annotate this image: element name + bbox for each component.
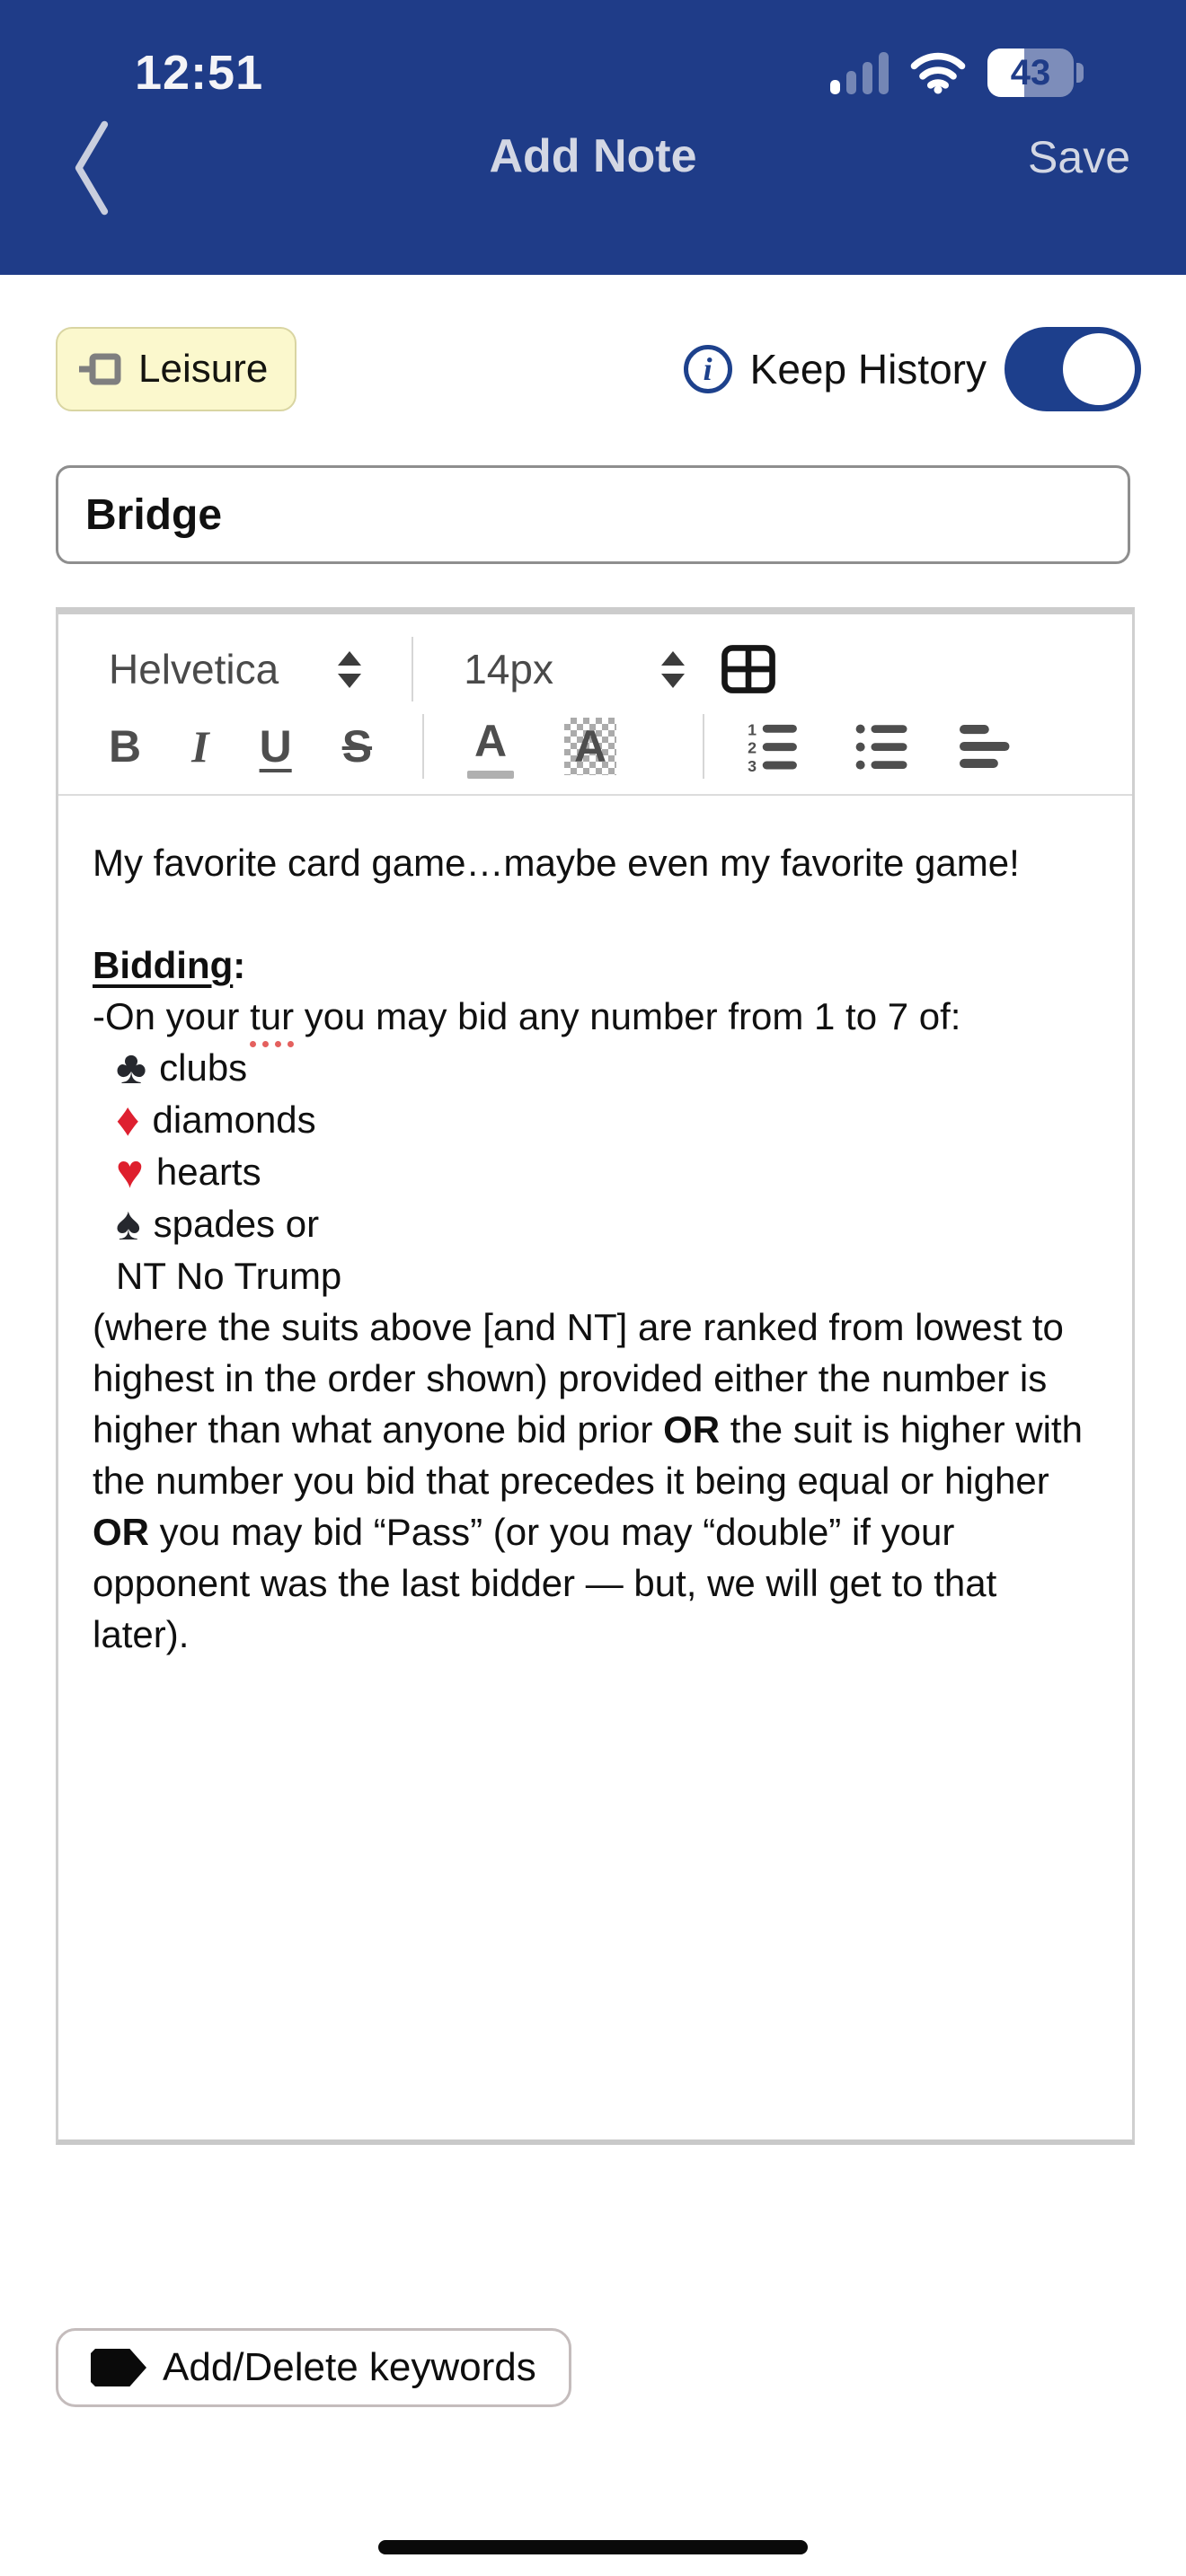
bold-icon: B xyxy=(109,721,142,772)
save-button[interactable]: Save xyxy=(1028,132,1130,182)
status-bar xyxy=(0,0,1186,106)
ordered-list-button[interactable] xyxy=(748,721,805,772)
divider xyxy=(703,714,704,779)
text-color-icon: A xyxy=(467,715,514,779)
spade-suit-icon: ♠ xyxy=(116,1198,141,1250)
keep-history-label: Keep History xyxy=(749,346,987,393)
battery-nub xyxy=(1076,63,1084,83)
rules-paragraph: (where the suits above [and NT] are ranked from lowest to highest in the order shown) provided either the number is higher than what anyone bid prior OR the suit is higher with the number you bid that precedes it being equal or higher OR you may bid “Pass” (or you may “double” if your opponent was the last bidder — but, we will get to that later). xyxy=(93,1306,1083,1655)
wifi-icon xyxy=(910,51,966,94)
intro-line: My favorite card game…maybe even my favorite game! xyxy=(93,842,1020,884)
status-time: 12:51 xyxy=(135,46,264,100)
editor-toolbar xyxy=(58,614,1132,796)
cellular-signal-icon xyxy=(830,51,889,94)
heart-suit-icon: ♥ xyxy=(116,1146,144,1198)
keywords-button-label: Add/Delete keywords xyxy=(163,2345,536,2389)
note-title-input[interactable] xyxy=(56,465,1130,564)
toggle-knob xyxy=(1063,333,1135,405)
blank-line xyxy=(93,888,1098,940)
font-size-stepper-icon[interactable] xyxy=(661,651,685,688)
align-button[interactable] xyxy=(960,721,1012,772)
bullet-list-button[interactable] xyxy=(855,721,909,772)
status-icons xyxy=(830,49,1084,97)
highlight-color-icon: A xyxy=(564,718,616,775)
home-indicator[interactable] xyxy=(378,2540,808,2554)
ordered-list-icon xyxy=(748,721,805,772)
underline-icon: U xyxy=(259,721,292,772)
strikethrough-icon: S xyxy=(341,721,373,772)
italic-button[interactable] xyxy=(191,720,208,772)
font-family-stepper-icon[interactable] xyxy=(338,651,361,688)
text-color-button[interactable] xyxy=(467,715,514,779)
diamond-suit-icon: ♦ xyxy=(116,1094,140,1146)
note-editor xyxy=(56,607,1135,2145)
editor-content[interactable] xyxy=(58,796,1132,2139)
header xyxy=(0,0,1186,275)
add-delete-keywords-button[interactable] xyxy=(56,2328,571,2407)
keep-history-toggle[interactable] xyxy=(1005,327,1141,411)
italic-icon: I xyxy=(191,721,209,772)
category-label: Leisure xyxy=(138,347,269,391)
strikethrough-button[interactable] xyxy=(342,720,372,772)
toolbar-row-2 xyxy=(58,708,1132,785)
category-chip-leisure[interactable] xyxy=(56,327,296,411)
battery-percent: 43 xyxy=(1010,52,1051,93)
bullet-list-icon xyxy=(855,721,909,772)
no-trump-line: NT No Trump xyxy=(116,1255,342,1297)
divider xyxy=(422,714,424,779)
page-title: Add Note xyxy=(489,130,697,182)
highlight-color-button[interactable] xyxy=(564,718,616,775)
keep-history-group xyxy=(684,327,1141,411)
suit-row-hearts: ♥ hearts xyxy=(116,1146,261,1198)
divider xyxy=(412,637,413,701)
underline-button[interactable] xyxy=(260,720,292,772)
bold-button[interactable] xyxy=(109,720,141,772)
svg-text:1: 1 xyxy=(748,721,757,739)
club-suit-icon: ♣ xyxy=(116,1042,147,1094)
tag-filled-icon xyxy=(91,2349,146,2386)
suit-row-spades: ♠ spades or xyxy=(116,1198,320,1250)
suit-row-diamonds: ♦ diamonds xyxy=(116,1094,316,1146)
battery-indicator xyxy=(987,49,1084,97)
meta-row xyxy=(56,325,1141,413)
suit-row-clubs: ♣ clubs xyxy=(116,1042,248,1094)
svg-text:2: 2 xyxy=(748,738,757,757)
insert-table-button[interactable] xyxy=(721,644,776,694)
toolbar-row-1 xyxy=(58,631,1132,708)
insert-table-icon xyxy=(721,644,776,694)
font-family-select[interactable]: Helvetica xyxy=(109,646,279,693)
nav-bar xyxy=(0,106,1186,241)
svg-text:3: 3 xyxy=(748,757,757,772)
turn-line: -On your tur you may bid any number from 1 to 7 of: xyxy=(93,995,961,1037)
info-icon[interactable]: i xyxy=(684,345,732,393)
tag-icon xyxy=(77,349,124,389)
align-icon xyxy=(960,721,1012,772)
bidding-heading: Bidding: xyxy=(93,944,246,986)
font-size-select[interactable]: 14px xyxy=(464,646,553,693)
